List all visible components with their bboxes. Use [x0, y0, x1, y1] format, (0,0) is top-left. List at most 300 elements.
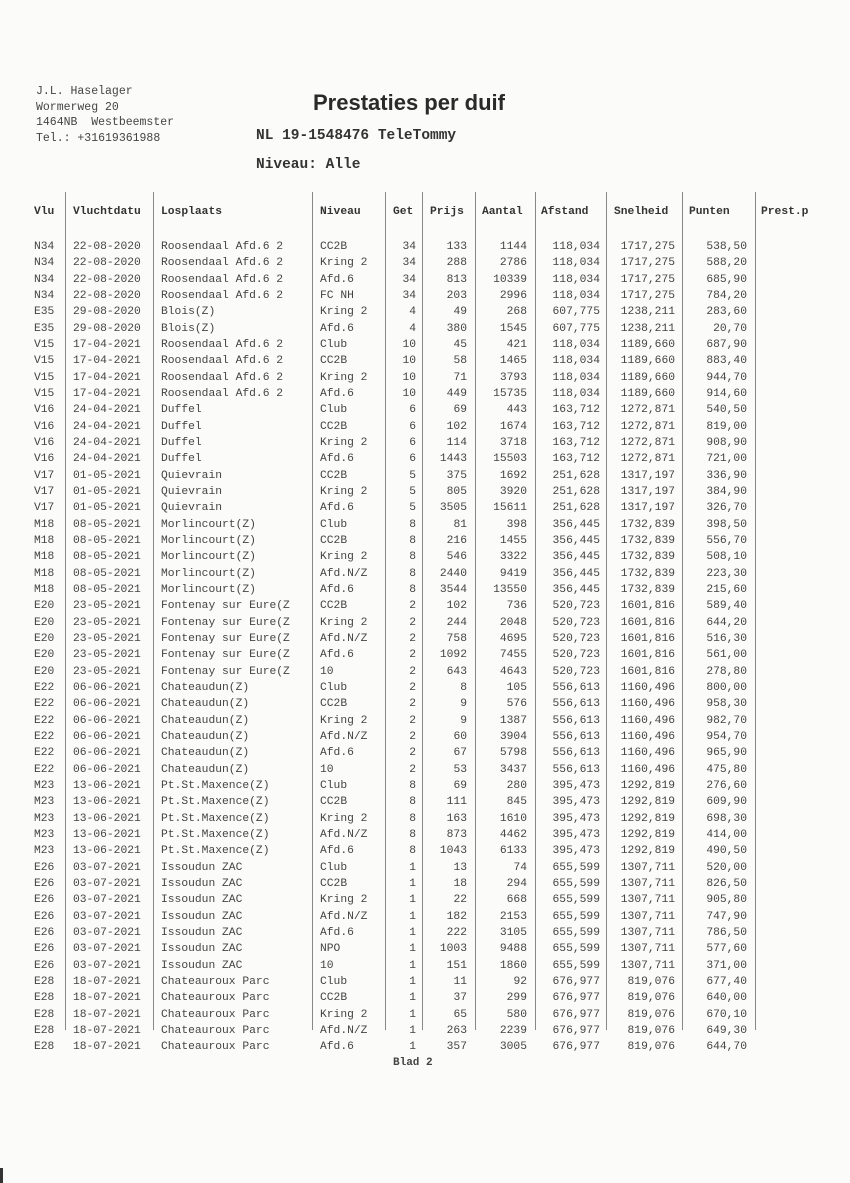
cell-punten: 589,40	[706, 600, 747, 613]
cell-prijs: 111	[446, 796, 467, 809]
cell-snelheid: 1189,660	[620, 371, 675, 384]
cell-punten: 883,40	[706, 355, 747, 368]
table-row	[0, 827, 850, 843]
table-row	[0, 941, 850, 957]
cell-vluchtdatum: 13-06-2021	[73, 812, 141, 825]
cell-vluchtdatum: 29-08-2020	[73, 322, 141, 335]
cell-prijs: 1443	[439, 453, 467, 466]
cell-niveau: NPO	[320, 943, 341, 956]
cell-vluchtdatum: 18-07-2021	[73, 1024, 141, 1037]
cell-snelheid: 1272,871	[620, 453, 675, 466]
cell-aantal: 6133	[499, 845, 527, 858]
cell-get: 1	[409, 877, 416, 890]
cell-losplaats: Roosendaal Afd.6 2	[161, 241, 284, 253]
cell-get: 1	[409, 1024, 416, 1037]
cell-punten: 908,90	[706, 436, 747, 449]
cell-punten: 786,50	[706, 926, 747, 939]
cell-prijs: 643	[446, 665, 467, 678]
cell-vluchtdatum: 08-05-2021	[73, 583, 141, 596]
cell-aantal: 3005	[499, 1041, 527, 1054]
cell-vlu: E26	[34, 926, 55, 939]
cell-afstand: 520,723	[552, 649, 600, 662]
cell-aantal: 280	[506, 779, 527, 792]
cell-afstand: 676,977	[552, 1041, 600, 1054]
cell-aantal: 3437	[499, 763, 527, 776]
cell-aantal: 74	[513, 861, 527, 874]
cell-losplaats: Pt.St.Maxence(Z)	[161, 828, 270, 841]
table-row	[0, 925, 850, 941]
cell-losplaats: Chateaudun(Z)	[161, 730, 250, 743]
cell-vlu: E22	[34, 747, 55, 760]
cell-vlu: V15	[34, 355, 55, 368]
cell-aantal: 4462	[499, 828, 527, 841]
cell-punten: 677,40	[706, 975, 747, 988]
cell-aantal: 15611	[493, 502, 527, 515]
cell-snelheid: 1317,197	[620, 469, 675, 482]
cell-niveau: Club	[320, 681, 348, 694]
cell-vlu: E35	[34, 306, 55, 319]
column-header-aantal: Aantal	[482, 206, 523, 218]
cell-get: 8	[409, 534, 416, 547]
cell-vluchtdatum: 17-04-2021	[73, 355, 141, 368]
cell-losplaats: Roosendaal Afd.6 2	[161, 387, 284, 400]
cell-punten: 540,50	[706, 404, 747, 417]
cell-vlu: E20	[34, 632, 55, 645]
cell-vluchtdatum: 24-04-2021	[73, 436, 141, 449]
cell-snelheid: 1317,197	[620, 485, 675, 498]
cell-losplaats: Fontenay sur Eure(Z	[161, 600, 290, 613]
cell-punten: 687,90	[706, 338, 747, 351]
cell-prijs: 9	[460, 698, 467, 711]
cell-get: 1	[409, 1041, 416, 1054]
cell-vluchtdatum: 24-04-2021	[73, 420, 141, 433]
cell-vluchtdatum: 17-04-2021	[73, 338, 141, 351]
cell-losplaats: Issoudun ZAC	[161, 877, 243, 890]
cell-punten: 475,80	[706, 763, 747, 776]
cell-aantal: 10339	[493, 273, 527, 286]
cell-punten: 326,70	[706, 502, 747, 515]
cell-losplaats: Fontenay sur Eure(Z	[161, 649, 290, 662]
table-row	[0, 647, 850, 663]
cell-afstand: 655,599	[552, 910, 600, 923]
cell-get: 10	[402, 387, 416, 400]
cell-aantal: 1692	[499, 469, 527, 482]
cell-get: 2	[409, 665, 416, 678]
cell-get: 34	[402, 241, 416, 253]
cell-snelheid: 1189,660	[620, 387, 675, 400]
cell-prijs: 2440	[439, 567, 467, 580]
cell-aantal: 15735	[493, 387, 527, 400]
cell-losplaats: Pt.St.Maxence(Z)	[161, 845, 270, 858]
cell-niveau: Kring 2	[320, 616, 368, 629]
cell-niveau: Club	[320, 975, 348, 988]
cell-aantal: 736	[506, 600, 527, 613]
cell-vluchtdatum: 03-07-2021	[73, 877, 141, 890]
cell-afstand: 676,977	[552, 1024, 600, 1037]
cell-losplaats: Roosendaal Afd.6 2	[161, 355, 284, 368]
column-header-get: Get	[393, 206, 414, 218]
cell-aantal: 1387	[499, 714, 527, 727]
cell-snelheid: 1292,819	[620, 828, 675, 841]
cell-vluchtdatum: 29-08-2020	[73, 306, 141, 319]
cell-prijs: 151	[446, 959, 467, 972]
cell-niveau: 10	[320, 959, 334, 972]
cell-prijs: 114	[446, 436, 467, 449]
table-row	[0, 566, 850, 582]
cell-aantal: 3718	[499, 436, 527, 449]
cell-niveau: Afd.6	[320, 322, 354, 335]
cell-vluchtdatum: 08-05-2021	[73, 518, 141, 531]
cell-prijs: 58	[453, 355, 467, 368]
cell-vluchtdatum: 23-05-2021	[73, 616, 141, 629]
cell-niveau: Kring 2	[320, 812, 368, 825]
cell-afstand: 163,712	[552, 420, 600, 433]
cell-niveau: CC2B	[320, 241, 348, 253]
cell-prijs: 22	[453, 894, 467, 907]
cell-niveau: Kring 2	[320, 714, 368, 727]
cell-niveau: Kring 2	[320, 485, 368, 498]
cell-vluchtdatum: 03-07-2021	[73, 959, 141, 972]
cell-vluchtdatum: 17-04-2021	[73, 371, 141, 384]
cell-prijs: 11	[453, 975, 467, 988]
cell-niveau: Club	[320, 404, 348, 417]
cell-snelheid: 819,076	[627, 975, 675, 988]
cell-punten: 336,90	[706, 469, 747, 482]
cell-punten: 721,00	[706, 453, 747, 466]
cell-losplaats: Morlincourt(Z)	[161, 518, 256, 531]
cell-aantal: 4695	[499, 632, 527, 645]
cell-snelheid: 1601,816	[620, 616, 675, 629]
cell-aantal: 1465	[499, 355, 527, 368]
cell-afstand: 251,628	[552, 502, 600, 515]
table-row	[0, 598, 850, 614]
cell-prijs: 13	[453, 861, 467, 874]
pigeon-id: NL 19-1548476 TeleTommy	[256, 128, 457, 144]
table-row	[0, 974, 850, 990]
cell-prijs: 102	[446, 600, 467, 613]
cell-get: 6	[409, 404, 416, 417]
cell-vlu: E22	[34, 698, 55, 711]
cell-aantal: 7455	[499, 649, 527, 662]
cell-vlu: E22	[34, 714, 55, 727]
cell-prijs: 375	[446, 469, 467, 482]
sender-address	[36, 84, 174, 146]
cell-niveau: Club	[320, 518, 348, 531]
cell-get: 2	[409, 600, 416, 613]
cell-vluchtdatum: 17-04-2021	[73, 387, 141, 400]
column-header-punten: Punten	[689, 206, 730, 218]
cell-losplaats: Chateaudun(Z)	[161, 747, 250, 760]
scan-edge-mark	[0, 1168, 3, 1183]
cell-losplaats: Chateauroux Parc	[161, 992, 270, 1005]
cell-vluchtdatum: 06-06-2021	[73, 747, 141, 760]
column-header-snelheid: Snelheid	[614, 206, 669, 218]
cell-afstand: 676,977	[552, 992, 600, 1005]
cell-vluchtdatum: 23-05-2021	[73, 632, 141, 645]
cell-punten: 223,30	[706, 567, 747, 580]
cell-vlu: M18	[34, 551, 55, 564]
cell-get: 8	[409, 796, 416, 809]
cell-get: 8	[409, 779, 416, 792]
cell-losplaats: Duffel	[161, 436, 202, 449]
table-row	[0, 255, 850, 271]
cell-get: 1	[409, 926, 416, 939]
cell-afstand: 356,445	[552, 583, 600, 596]
cell-punten: 398,50	[706, 518, 747, 531]
cell-get: 1	[409, 894, 416, 907]
cell-vluchtdatum: 08-05-2021	[73, 551, 141, 564]
cell-snelheid: 1238,211	[620, 322, 675, 335]
cell-vluchtdatum: 13-06-2021	[73, 845, 141, 858]
cell-aantal: 15503	[493, 453, 527, 466]
cell-vlu: E28	[34, 992, 55, 1005]
page-title: Prestaties per duif	[313, 90, 505, 115]
cell-vluchtdatum: 06-06-2021	[73, 681, 141, 694]
cell-afstand: 163,712	[552, 404, 600, 417]
cell-prijs: 216	[446, 534, 467, 547]
cell-afstand: 395,473	[552, 812, 600, 825]
cell-vlu: V15	[34, 387, 55, 400]
cell-losplaats: Chateaudun(Z)	[161, 698, 250, 711]
table-row	[0, 370, 850, 386]
cell-prijs: 1003	[439, 943, 467, 956]
cell-losplaats: Chateauroux Parc	[161, 975, 270, 988]
cell-get: 2	[409, 649, 416, 662]
cell-losplaats: Issoudun ZAC	[161, 894, 243, 907]
cell-losplaats: Duffel	[161, 453, 202, 466]
cell-vlu: E20	[34, 616, 55, 629]
cell-afstand: 118,034	[552, 241, 600, 253]
cell-prijs: 102	[446, 420, 467, 433]
table-row	[0, 1039, 850, 1055]
cell-prijs: 546	[446, 551, 467, 564]
cell-vluchtdatum: 01-05-2021	[73, 485, 141, 498]
cell-snelheid: 1732,839	[620, 583, 675, 596]
cell-vlu: M23	[34, 779, 55, 792]
cell-afstand: 607,775	[552, 322, 600, 335]
cell-aantal: 294	[506, 877, 527, 890]
cell-aantal: 580	[506, 1008, 527, 1021]
table-row	[0, 402, 850, 418]
cell-vluchtdatum: 23-05-2021	[73, 649, 141, 662]
cell-aantal: 2786	[499, 257, 527, 270]
cell-prijs: 37	[453, 992, 467, 1005]
table-row	[0, 729, 850, 745]
cell-punten: 278,80	[706, 665, 747, 678]
cell-get: 8	[409, 567, 416, 580]
cell-vluchtdatum: 18-07-2021	[73, 992, 141, 1005]
cell-aantal: 2996	[499, 289, 527, 302]
cell-niveau: FC NH	[320, 289, 354, 302]
cell-snelheid: 1732,839	[620, 567, 675, 580]
cell-prijs: 3544	[439, 583, 467, 596]
cell-afstand: 556,613	[552, 763, 600, 776]
cell-niveau: Afd.N/Z	[320, 730, 368, 743]
table-row	[0, 860, 850, 876]
cell-niveau: Kring 2	[320, 257, 368, 270]
cell-get: 2	[409, 747, 416, 760]
cell-niveau: Afd.6	[320, 926, 354, 939]
cell-punten: 371,00	[706, 959, 747, 972]
cell-get: 1	[409, 992, 416, 1005]
cell-niveau: Afd.6	[320, 845, 354, 858]
cell-vluchtdatum: 24-04-2021	[73, 404, 141, 417]
cell-snelheid: 1160,496	[620, 763, 675, 776]
cell-afstand: 118,034	[552, 273, 600, 286]
sender-name: J.L. Haselager	[36, 85, 133, 98]
cell-aantal: 5798	[499, 747, 527, 760]
cell-niveau: Kring 2	[320, 1008, 368, 1021]
cell-aantal: 268	[506, 306, 527, 319]
cell-snelheid: 1717,275	[620, 273, 675, 286]
table-row	[0, 549, 850, 565]
cell-vlu: E26	[34, 861, 55, 874]
cell-vlu: N34	[34, 257, 55, 270]
cell-vluchtdatum: 24-04-2021	[73, 453, 141, 466]
cell-snelheid: 1292,819	[620, 812, 675, 825]
cell-vluchtdatum: 22-08-2020	[73, 273, 141, 286]
table-row	[0, 958, 850, 974]
cell-prijs: 45	[453, 338, 467, 351]
cell-losplaats: Quievrain	[161, 485, 223, 498]
cell-snelheid: 819,076	[627, 1041, 675, 1054]
cell-punten: 609,90	[706, 796, 747, 809]
cell-get: 6	[409, 453, 416, 466]
cell-punten: 644,70	[706, 1041, 747, 1054]
cell-vlu: M18	[34, 567, 55, 580]
cell-aantal: 3793	[499, 371, 527, 384]
cell-niveau: Kring 2	[320, 371, 368, 384]
cell-losplaats: Blois(Z)	[161, 306, 216, 319]
cell-vlu: M23	[34, 845, 55, 858]
cell-prijs: 163	[446, 812, 467, 825]
table-row	[0, 680, 850, 696]
cell-afstand: 655,599	[552, 894, 600, 907]
cell-snelheid: 1717,275	[620, 241, 675, 253]
cell-snelheid: 1307,711	[620, 910, 675, 923]
cell-snelheid: 1292,819	[620, 845, 675, 858]
cell-snelheid: 1317,197	[620, 502, 675, 515]
cell-prijs: 18	[453, 877, 467, 890]
cell-afstand: 556,613	[552, 747, 600, 760]
cell-vluchtdatum: 01-05-2021	[73, 502, 141, 515]
cell-niveau: Club	[320, 338, 348, 351]
table-row	[0, 664, 850, 680]
table-row	[0, 794, 850, 810]
cell-aantal: 3105	[499, 926, 527, 939]
cell-afstand: 556,613	[552, 681, 600, 694]
cell-get: 10	[402, 371, 416, 384]
cell-vlu: M23	[34, 812, 55, 825]
cell-punten: 556,70	[706, 534, 747, 547]
cell-vlu: E35	[34, 322, 55, 335]
cell-niveau: Afd.6	[320, 502, 354, 515]
cell-vlu: V16	[34, 404, 55, 417]
cell-losplaats: Chateaudun(Z)	[161, 681, 250, 694]
sender-street: Wormerweg 20	[36, 100, 119, 114]
cell-get: 8	[409, 518, 416, 531]
cell-prijs: 9	[460, 714, 467, 727]
cell-aantal: 1455	[499, 534, 527, 547]
cell-afstand: 395,473	[552, 796, 600, 809]
cell-get: 4	[409, 306, 416, 319]
cell-punten: 747,90	[706, 910, 747, 923]
cell-aantal: 1860	[499, 959, 527, 972]
cell-afstand: 163,712	[552, 453, 600, 466]
cell-get: 5	[409, 485, 416, 498]
cell-snelheid: 819,076	[627, 992, 675, 1005]
cell-losplaats: Quievrain	[161, 502, 223, 515]
cell-get: 2	[409, 616, 416, 629]
cell-snelheid: 1160,496	[620, 698, 675, 711]
cell-get: 8	[409, 551, 416, 564]
cell-losplaats: Roosendaal Afd.6 2	[161, 257, 284, 270]
cell-niveau: Kring 2	[320, 551, 368, 564]
cell-prijs: 1092	[439, 649, 467, 662]
cell-vlu: E26	[34, 943, 55, 956]
cell-vluchtdatum: 18-07-2021	[73, 1008, 141, 1021]
cell-prijs: 65	[453, 1008, 467, 1021]
cell-snelheid: 1601,816	[620, 632, 675, 645]
cell-prijs: 60	[453, 730, 467, 743]
cell-vlu: M23	[34, 828, 55, 841]
cell-punten: 215,60	[706, 583, 747, 596]
cell-snelheid: 1307,711	[620, 894, 675, 907]
cell-vluchtdatum: 08-05-2021	[73, 534, 141, 547]
cell-niveau: CC2B	[320, 992, 348, 1005]
cell-prijs: 380	[446, 322, 467, 335]
cell-vluchtdatum: 22-08-2020	[73, 289, 141, 302]
cell-get: 4	[409, 322, 416, 335]
cell-aantal: 9419	[499, 567, 527, 580]
cell-get: 1	[409, 975, 416, 988]
cell-afstand: 251,628	[552, 469, 600, 482]
cell-afstand: 356,445	[552, 567, 600, 580]
cell-vluchtdatum: 13-06-2021	[73, 796, 141, 809]
cell-snelheid: 1272,871	[620, 436, 675, 449]
cell-afstand: 395,473	[552, 779, 600, 792]
cell-get: 8	[409, 812, 416, 825]
cell-losplaats: Chateaudun(Z)	[161, 714, 250, 727]
cell-losplaats: Roosendaal Afd.6 2	[161, 273, 284, 286]
cell-snelheid: 819,076	[627, 1008, 675, 1021]
cell-punten: 538,50	[706, 241, 747, 253]
cell-vluchtdatum: 01-05-2021	[73, 469, 141, 482]
cell-vlu: V17	[34, 485, 55, 498]
cell-afstand: 655,599	[552, 959, 600, 972]
cell-losplaats: Chateaudun(Z)	[161, 763, 250, 776]
cell-niveau: Afd.N/Z	[320, 632, 368, 645]
cell-vlu: N34	[34, 289, 55, 302]
table-row	[0, 321, 850, 337]
cell-snelheid: 1160,496	[620, 730, 675, 743]
cell-aantal: 443	[506, 404, 527, 417]
cell-get: 1	[409, 910, 416, 923]
cell-aantal: 421	[506, 338, 527, 351]
cell-snelheid: 1189,660	[620, 355, 675, 368]
table-row	[0, 1007, 850, 1023]
cell-prijs: 3505	[439, 502, 467, 515]
cell-aantal: 3920	[499, 485, 527, 498]
cell-snelheid: 1307,711	[620, 877, 675, 890]
cell-vlu: E20	[34, 649, 55, 662]
cell-afstand: 655,599	[552, 861, 600, 874]
cell-losplaats: Chateauroux Parc	[161, 1041, 270, 1054]
cell-vlu: N34	[34, 241, 55, 253]
cell-prijs: 53	[453, 763, 467, 776]
cell-afstand: 556,613	[552, 730, 600, 743]
table-row	[0, 615, 850, 631]
